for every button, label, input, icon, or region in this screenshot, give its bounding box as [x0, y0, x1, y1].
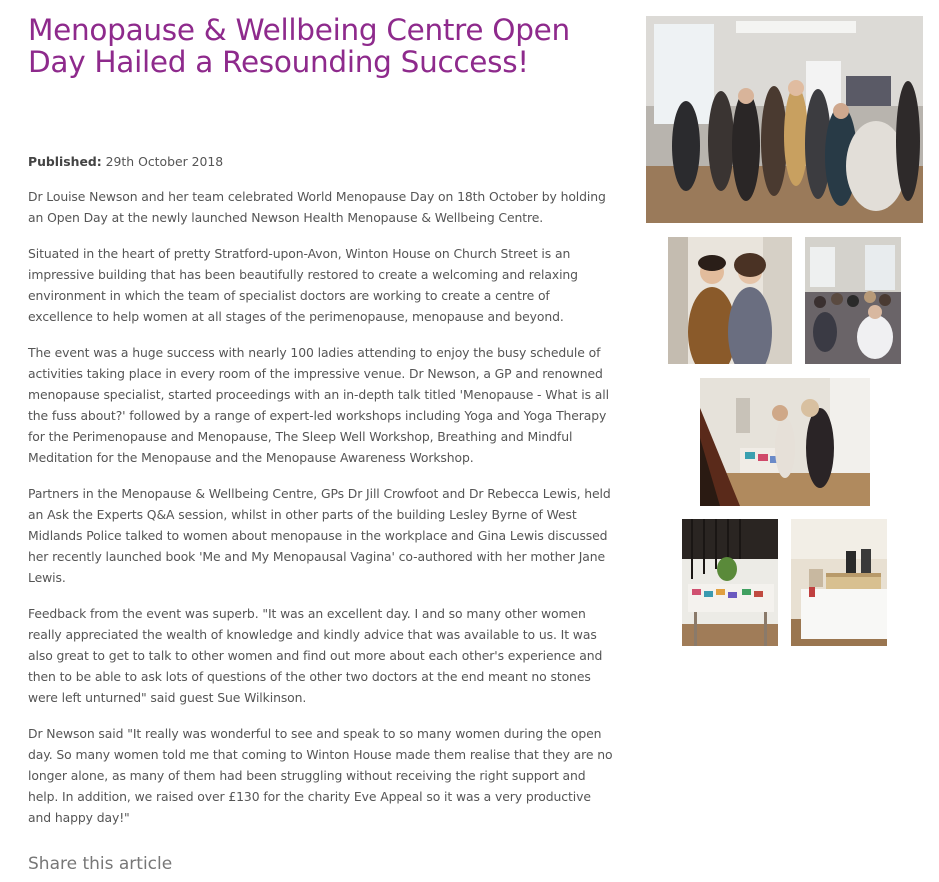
photo-staircase-display-table[interactable] [682, 519, 778, 646]
article-paragraph: Feedback from the event was superb. "It was an excellent day. I and so many other women really appreciated the wealth of knowledge and kindly advice that was available to us. It was also great to get to talk to other women and find out more about each other's experience and then to be able to ask lots of questions of the other two doctors at the end meant no stones were left unturned" said guest Sue Wilkinson. [28, 606, 603, 705]
photo-seated-audience[interactable] [805, 237, 901, 364]
page-title: Menopause & Wellbeing Centre Open Day Hailed a Resounding Success! [28, 13, 570, 79]
photo-stall-table[interactable] [700, 378, 870, 506]
article-paragraph: Dr Newson said "It really was wonderful to see and speak to so many women during the open day. So many women told me that coming to Winton House made them realise that they are no longer alone, as many of them had been struggling without receiving the right support and help. In addition, we raised over £130 for the charity Eve Appeal so it was a very productive and happy day!" [28, 726, 613, 825]
photo-refreshments-table[interactable] [791, 519, 887, 646]
published-line [28, 153, 613, 171]
published-label: Published: [28, 154, 102, 169]
published-date: 29th October 2018 [105, 154, 224, 169]
article [28, 14, 613, 828]
article-paragraph: The event was a huge success with nearly 100 ladies attending to enjoy the busy schedule of activities taking place in every room of the impressive venue. Dr Newson, a GP and renowned menopause specialist, started proceedings with an in-depth talk titled 'Menopause - What is all the fuss about?' followed by a range of expert-led workshops including Yoga and Yoga Therapy for the Perimenopause and Menopause, The Sleep Well Workshop, Breathing and Mindful Meditation for the Menopause and the Menopause Awareness Workshop. [28, 345, 609, 465]
article-paragraph: Dr Louise Newson and her team celebrated World Menopause Day on 18th October by holding an Open Day at the newly launched Newson Health Menopause & Wellbeing Centre. [28, 189, 606, 225]
photo-open-day-crowd[interactable] [646, 16, 923, 223]
share-article-heading: Share this article [28, 854, 173, 874]
article-paragraph: Partners in the Menopause & Wellbeing Centre, GPs Dr Jill Crowfoot and Dr Rebecca Lewis, held an Ask the Experts Q&A session, whilst in other parts of the building Lesley Byrne of West Midlands Police talked to women about menopause in the workplace and Gina Lewis discussed her recently launched book 'Me and My Menopausal Vagina' co-authored with her mother Jane Lewis. [28, 486, 611, 585]
photo-two-women-portrait[interactable] [668, 237, 792, 364]
article-paragraph: Situated in the heart of pretty Stratford-upon-Avon, Winton House on Church Street is an impressive building that has been beautifully restored to create a welcoming and relaxing environment in which the team of specialist doctors are working to create a centre of excellence to help women at all stages of the perimenopause, menopause and beyond. [28, 246, 578, 324]
